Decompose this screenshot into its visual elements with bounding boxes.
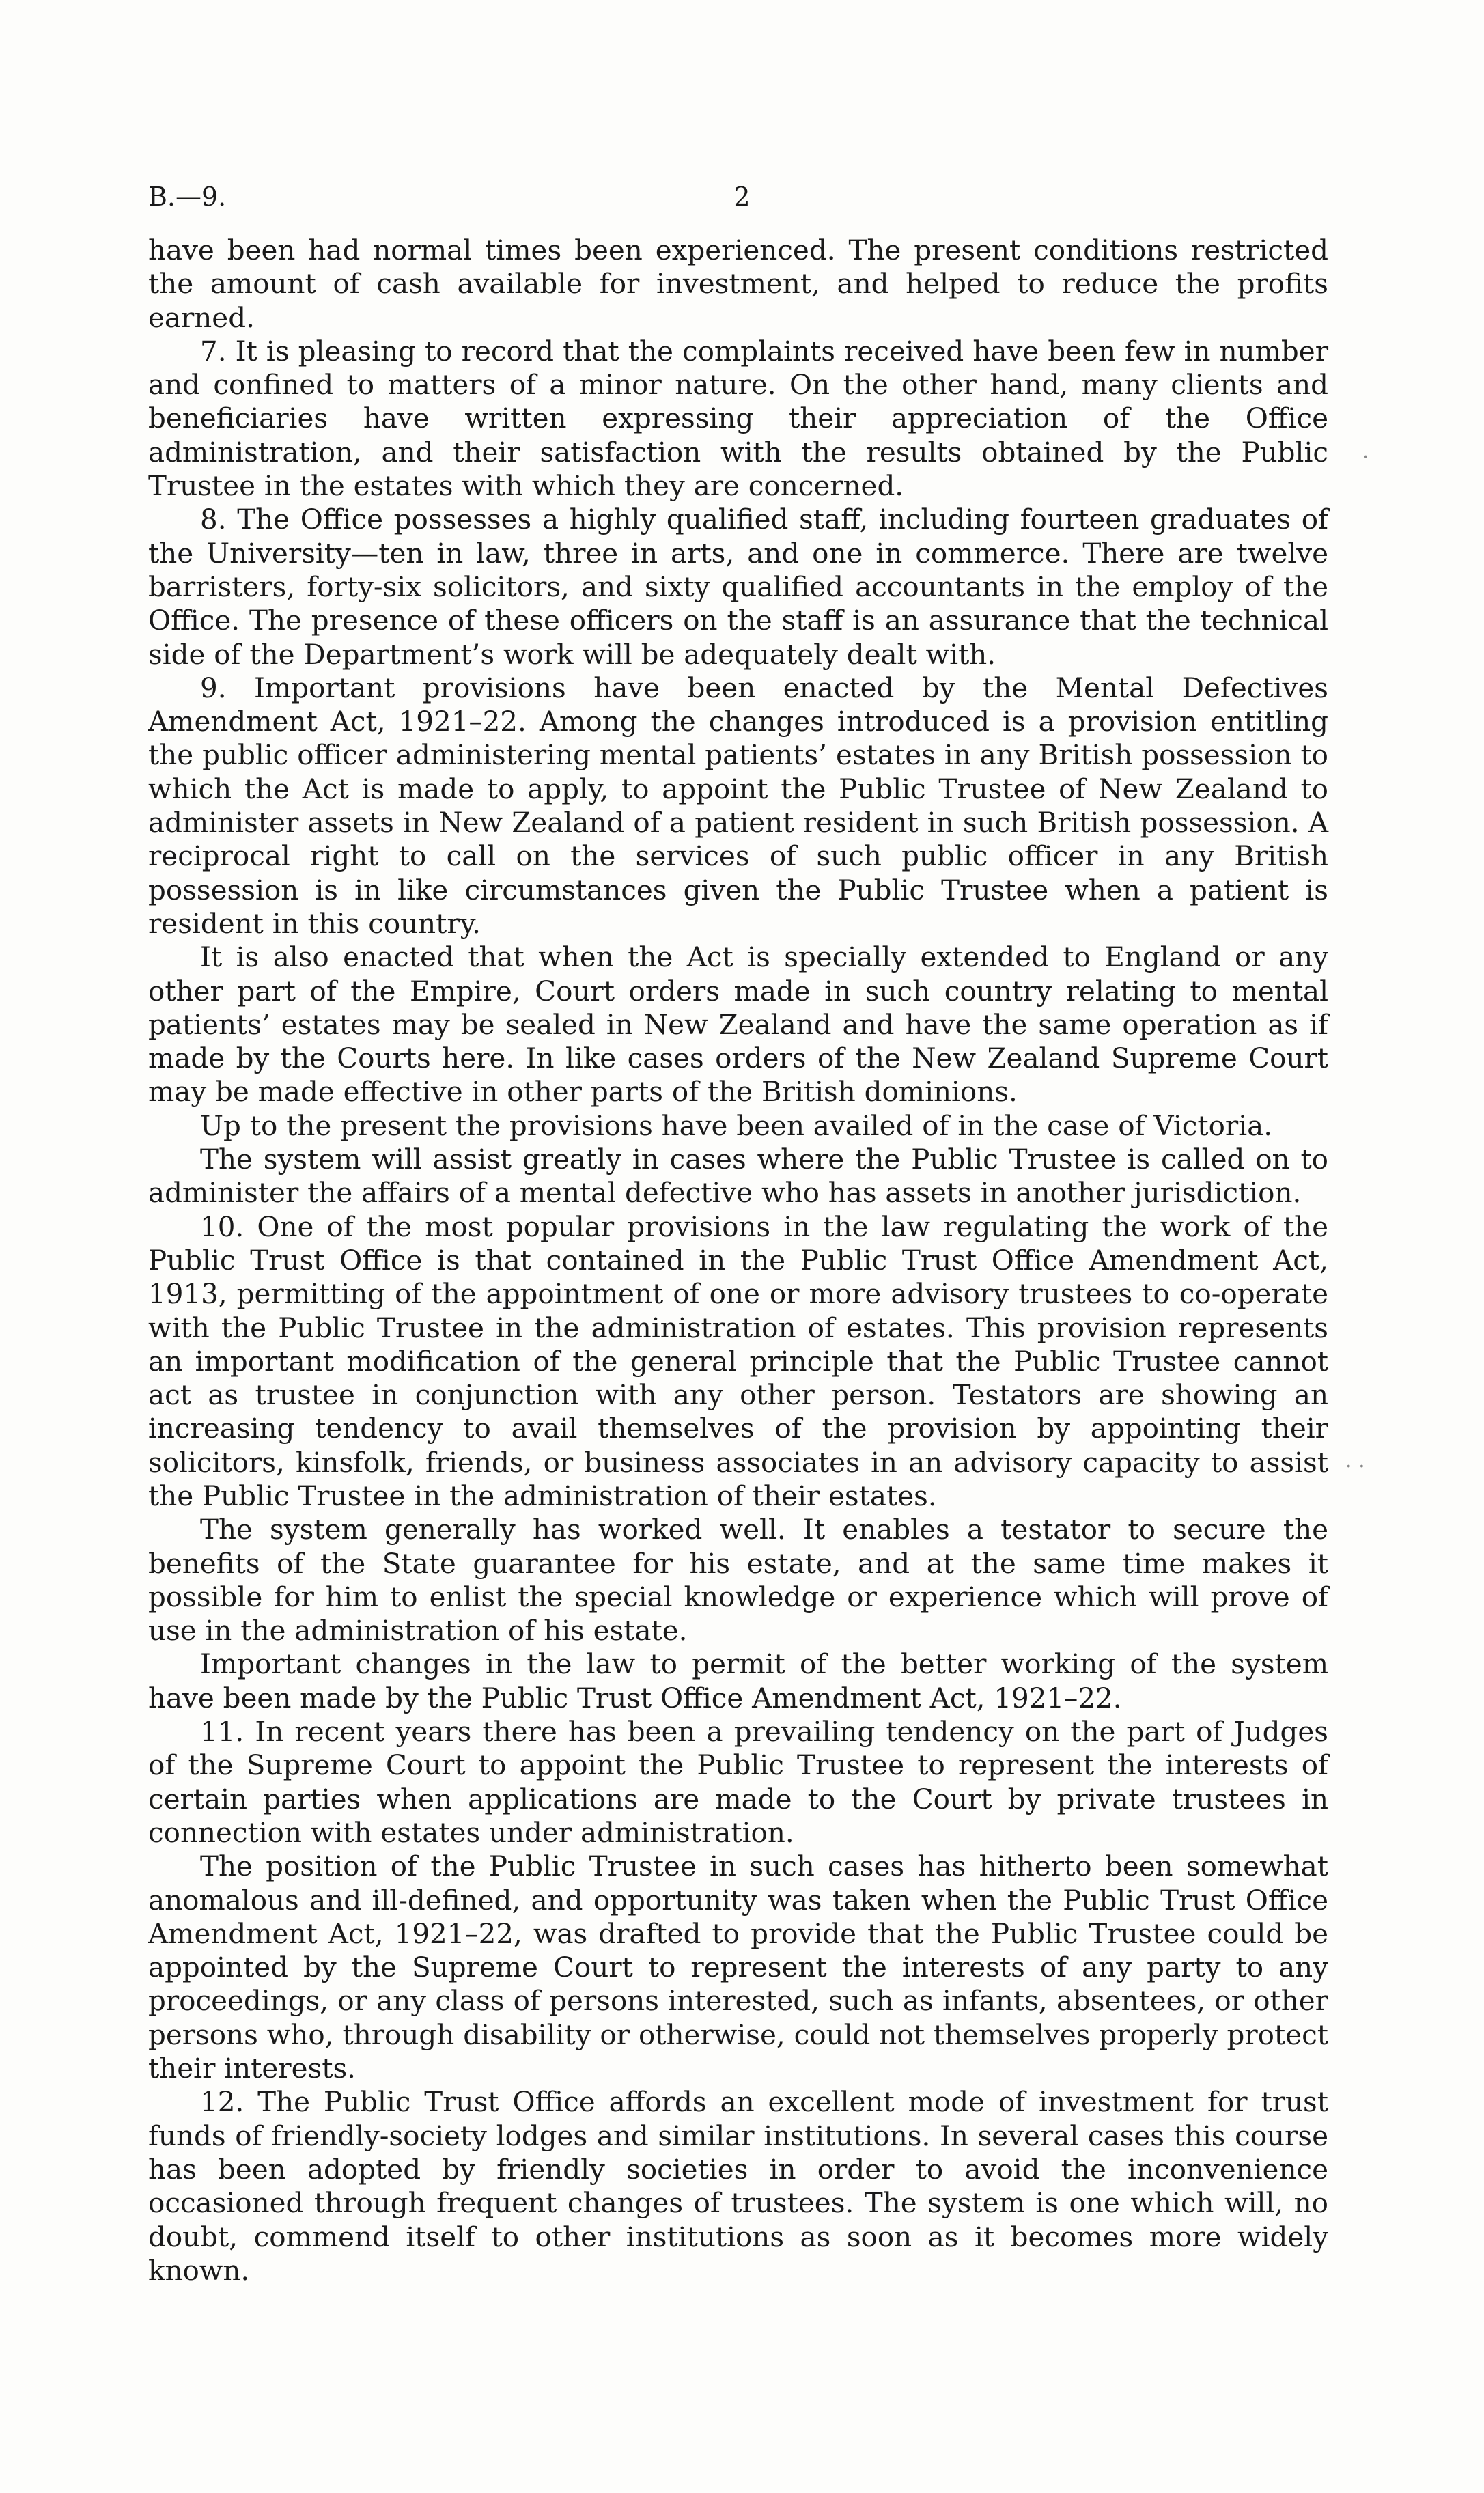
paragraph-9-victoria: Up to the present the provisions have been availed of in the case of Victoria. xyxy=(200,1109,1273,1142)
page-number: 2 xyxy=(733,182,751,212)
paragraph-7-complaints: 7. It is pleasing to record that the complaints received have been few in number and confined to matters of a minor nature. On the other hand, many clients and beneficiaries have written expressing their appreciation of the Office administration, and their satisfaction with the results obtained by the Public Trustee in the estates with which they are concerned. xyxy=(148,334,1328,503)
paragraph-11-position: The position of the Public Trustee in such cases has hitherto been somewhat anomalous and ill-defined, and opportunity was taken when the Public Trust Office Amendment Act, 1921–22, was drafted to provide that the Public Trustee could be appointed by the Supreme Court to represent the interests of any party to any proceedings, or any class of persons interested, such as infants, absentees, or other persons who, through disability or otherwise, could not themselves properly protect their interests. xyxy=(148,1850,1328,2085)
paragraph-11-judges: 11. In recent years there has been a prevailing tendency on the part of Judges of the Supreme Court to appoint the Public Trustee to represent the interests of certain parties when applications are made to the Court by private trustees in connection with estates under administration. xyxy=(148,1715,1328,1849)
margin-dot-mark: · xyxy=(1362,445,1369,469)
paragraph-8-staff: 8. The Office possesses a highly qualified staff, including fourteen graduates of the University—ten in law, three in arts, and one in commerce. There are twelve barristers, forty-six solicitors, and sixty qualified accountants in the employ of the Office. The presence of these officers on the staff is an assurance that the technical side of the Department’s work will be adequately dealt with. xyxy=(148,503,1328,671)
document-reference: B.—9. xyxy=(148,182,227,212)
margin-dot-mark: · · xyxy=(1345,1455,1365,1479)
page-header xyxy=(148,176,1328,217)
paragraph-10-system-worked: The system generally has worked well. It enables a testator to secure the benefits of the State guarantee for his estate, and at the same time makes it possible for him to enlist the special knowledge or experience which will prove of use in the administration of his estate. xyxy=(148,1513,1328,1647)
paragraph-9-court-orders: It is also enacted that when the Act is specially extended to England or any other part of the Empire, Court orders made in such country relating to mental patients’ estates may be sealed in New Zealand and have the same operation as if made by the Courts here. In like cases orders of the New Zealand Supreme Court may be made effective in other parts of the British dominions. xyxy=(148,941,1328,1109)
paragraph-9-system: The system will assist greatly in cases where the Public Trustee is called on to administer the affairs of a mental defective who has assets in another jurisdiction. xyxy=(148,1143,1328,1210)
paragraph-continuation: have been had normal times been experienced. The present conditions restricted the amount of cash available for investment, and helped to reduce the profits earned. xyxy=(148,234,1328,334)
body-text xyxy=(148,234,1328,2287)
paragraph-10-advisory-trustees: 10. One of the most popular provisions in the law regulating the work of the Public Trust Office is that contained in the Public Trust Office Amendment Act, 1913, permitting of the appointment of one or more advisory trustees to co-operate with the Public Trustee in the administration of estates. This provision represents an important modification of the general principle that the Public Trustee cannot act as trustee in conjunction with any other person. Testators are showing an increasing tendency to avail themselves of the provision by appointing their solicitors, kinsfolk, friends, or business associates in an advisory capacity to assist the Public Trustee in the administration of their estates. xyxy=(148,1210,1328,1512)
paragraph-10-important-changes: Important changes in the law to permit of the better working of the system have been made by the Public Trust Office Amendment Act, 1921–22. xyxy=(148,1647,1328,1714)
paragraph-9-mental-defectives: 9. Important provisions have been enacted by the Mental Defectives Amendment Act, 1921–22. Among the changes introduced is a provision entitling the public officer administering mental patients’ estates in any British possession to which the Act is made to apply, to appoint the Public Trustee of New Zealand to administer assets in New Zealand of a patient resident in such British possession. A reciprocal right to call on the services of such public officer in any British possession is in like circumstances given the Public Trustee when a patient is resident in this country. xyxy=(148,671,1328,940)
paragraph-12-investment: 12. The Public Trust Office affords an excellent mode of investment for trust funds of friendly-society lodges and similar institutions. In several cases this course has been adopted by friendly societies in order to avoid the inconvenience occasioned through frequent changes of trustees. The system is one which will, no doubt, commend itself to other institutions as soon as it becomes more widely known. xyxy=(148,2085,1328,2287)
